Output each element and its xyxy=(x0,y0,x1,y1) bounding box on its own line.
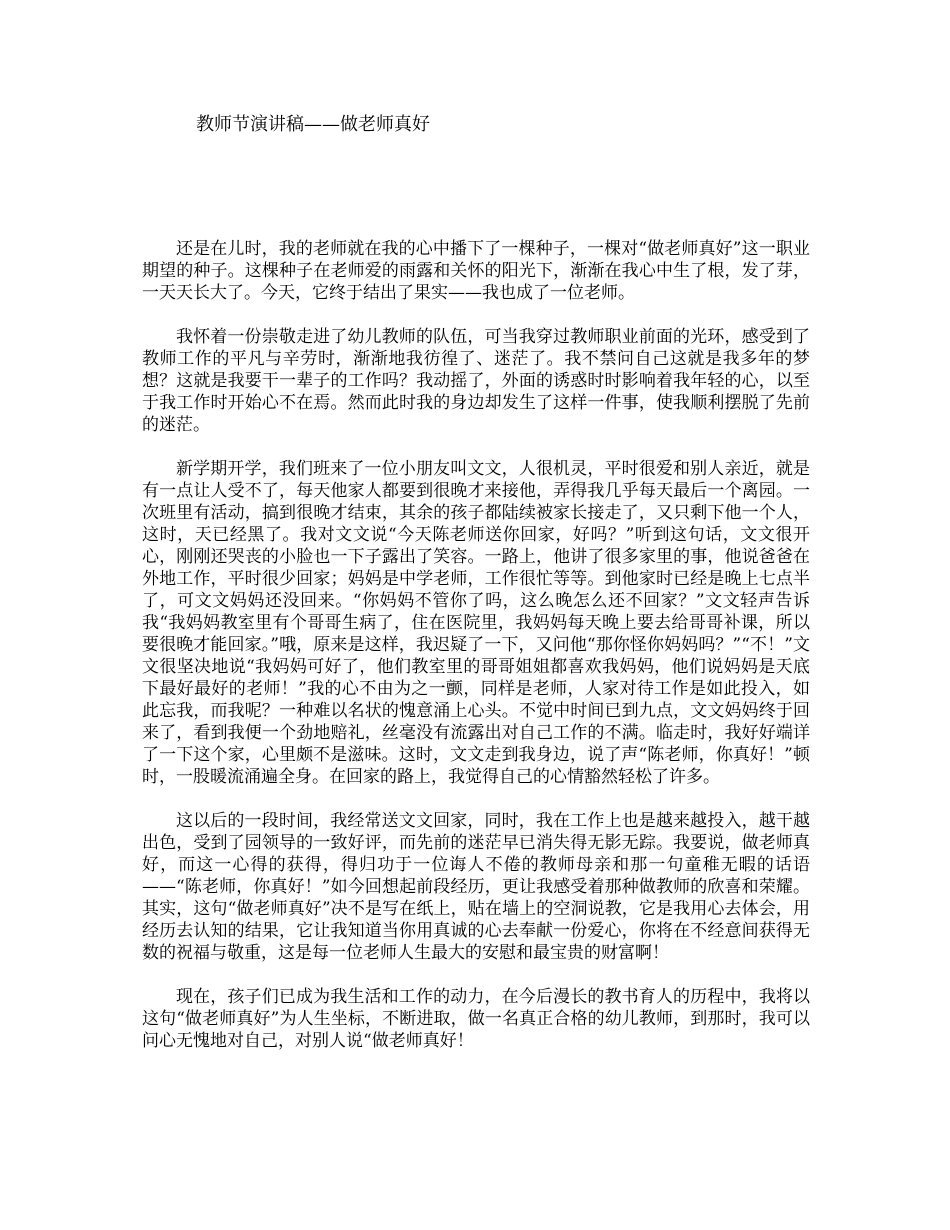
paragraph-2: 我怀着一份崇敬走进了幼儿教师的队伍，可当我穿过教师职业前面的光环，感受到了教师工作的平凡与辛劳时，渐渐地我彷徨了、迷茫了。我不禁问自己这就是我多年的梦想？这就是我要干一辈子的工作吗？我动摇了，外面的诱惑时时影响着我年轻的心，以至于我工作时开始心不在焉。然而此时我的身边却发生了这样一件事，使我顺利摆脱了先前的迷茫。 xyxy=(142,327,810,435)
document-body xyxy=(142,238,810,1074)
paragraph-3: 新学期开学，我们班来了一位小朋友叫文文，人很机灵，平时很爱和别人亲近，就是有一点让人受不了，每天他家人都要到很晚才来接他，弄得我几乎每天最后一个离园。一次班里有活动，搞到很晚才结束，其余的孩子都陆续被家长接走了，又只剩下他一个人，这时，天已经黑了。我对文文说“今天陈老师送你回家，好吗？”听到这句话，文文很开心，刚刚还哭丧的小脸也一下子露出了笑容。一路上，他讲了很多家里的事，他说爸爸在外地工作，平时很少回家；妈妈是中学老师，工作很忙等等。到他家时已经是晚上七点半了，可文文妈妈还没回来。“你妈妈不管你了吗，这么晚怎么还不回家？”文文轻声告诉我“我妈妈教室里有个哥哥生病了，住在医院里，我妈妈每天晚上要去给哥哥补课，所以要很晚才能回家。”哦，原来是这样，我迟疑了一下，又问他“那你怪你妈妈吗？”“不！”文文很坚决地说“我妈妈可好了，他们教室里的哥哥姐姐都喜欢我妈妈，他们说妈妈是天底下最好最好的老师！”我的心不由为之一颤，同样是老师，人家对待工作是如此投入，如此忘我，而我呢？一种难以名状的愧意涌上心头。不觉中时间已到九点，文文妈妈终于回来了，看到我便一个劲地赔礼，丝毫没有流露出对自己工作的不满。临走时，我好好端详了一下这个家，心里颇不是滋味。这时，文文走到我身边，说了声“陈老师，你真好！”顿时，一股暖流涌遍全身。在回家的路上，我觉得自己的心情豁然轻松了许多。 xyxy=(142,459,810,787)
document-title: 教师节演讲稿——做老师真好 xyxy=(196,114,430,135)
paragraph-5: 现在，孩子们已成为我生活和工作的动力，在今后漫长的教书育人的历程中，我将以这句“做老师真好”为人生坐标，不断进取，做一名真正合格的幼儿教师，到那时，我可以问心无愧地对自己，对别人说“做老师真好！ xyxy=(142,987,810,1051)
paragraph-4: 这以后的一段时间，我经常送文文回家，同时，我在工作上也是越来越投入，越干越出色，受到了园领导的一致好评，而先前的迷茫早已消失得无影无踪。我要说，做老师真好，而这一心得的获得，得归功于一位诲人不倦的教师母亲和那一句童稚无暇的话语——“陈老师，你真好！”如今回想起前段经历，更让我感受着那种做教师的欣喜和荣耀。其实，这句“做老师真好”决不是写在纸上，贴在墙上的空洞说教，它是我用心去体会，用经历去认知的结果，它让我知道当你用真诚的心去奉献一份爱心，你将在不经意间获得无数的祝福与敬重，这是每一位老师人生最大的安慰和最宝贵的财富啊！ xyxy=(142,811,810,963)
paragraph-1: 还是在儿时，我的老师就在我的心中播下了一棵种子，一棵对“做老师真好”这一职业期望的种子。这棵种子在老师爱的雨露和关怀的阳光下，渐渐在我心中生了根，发了芽，一天天长大了。今天，它终于结出了果实——我也成了一位老师。 xyxy=(142,239,810,303)
